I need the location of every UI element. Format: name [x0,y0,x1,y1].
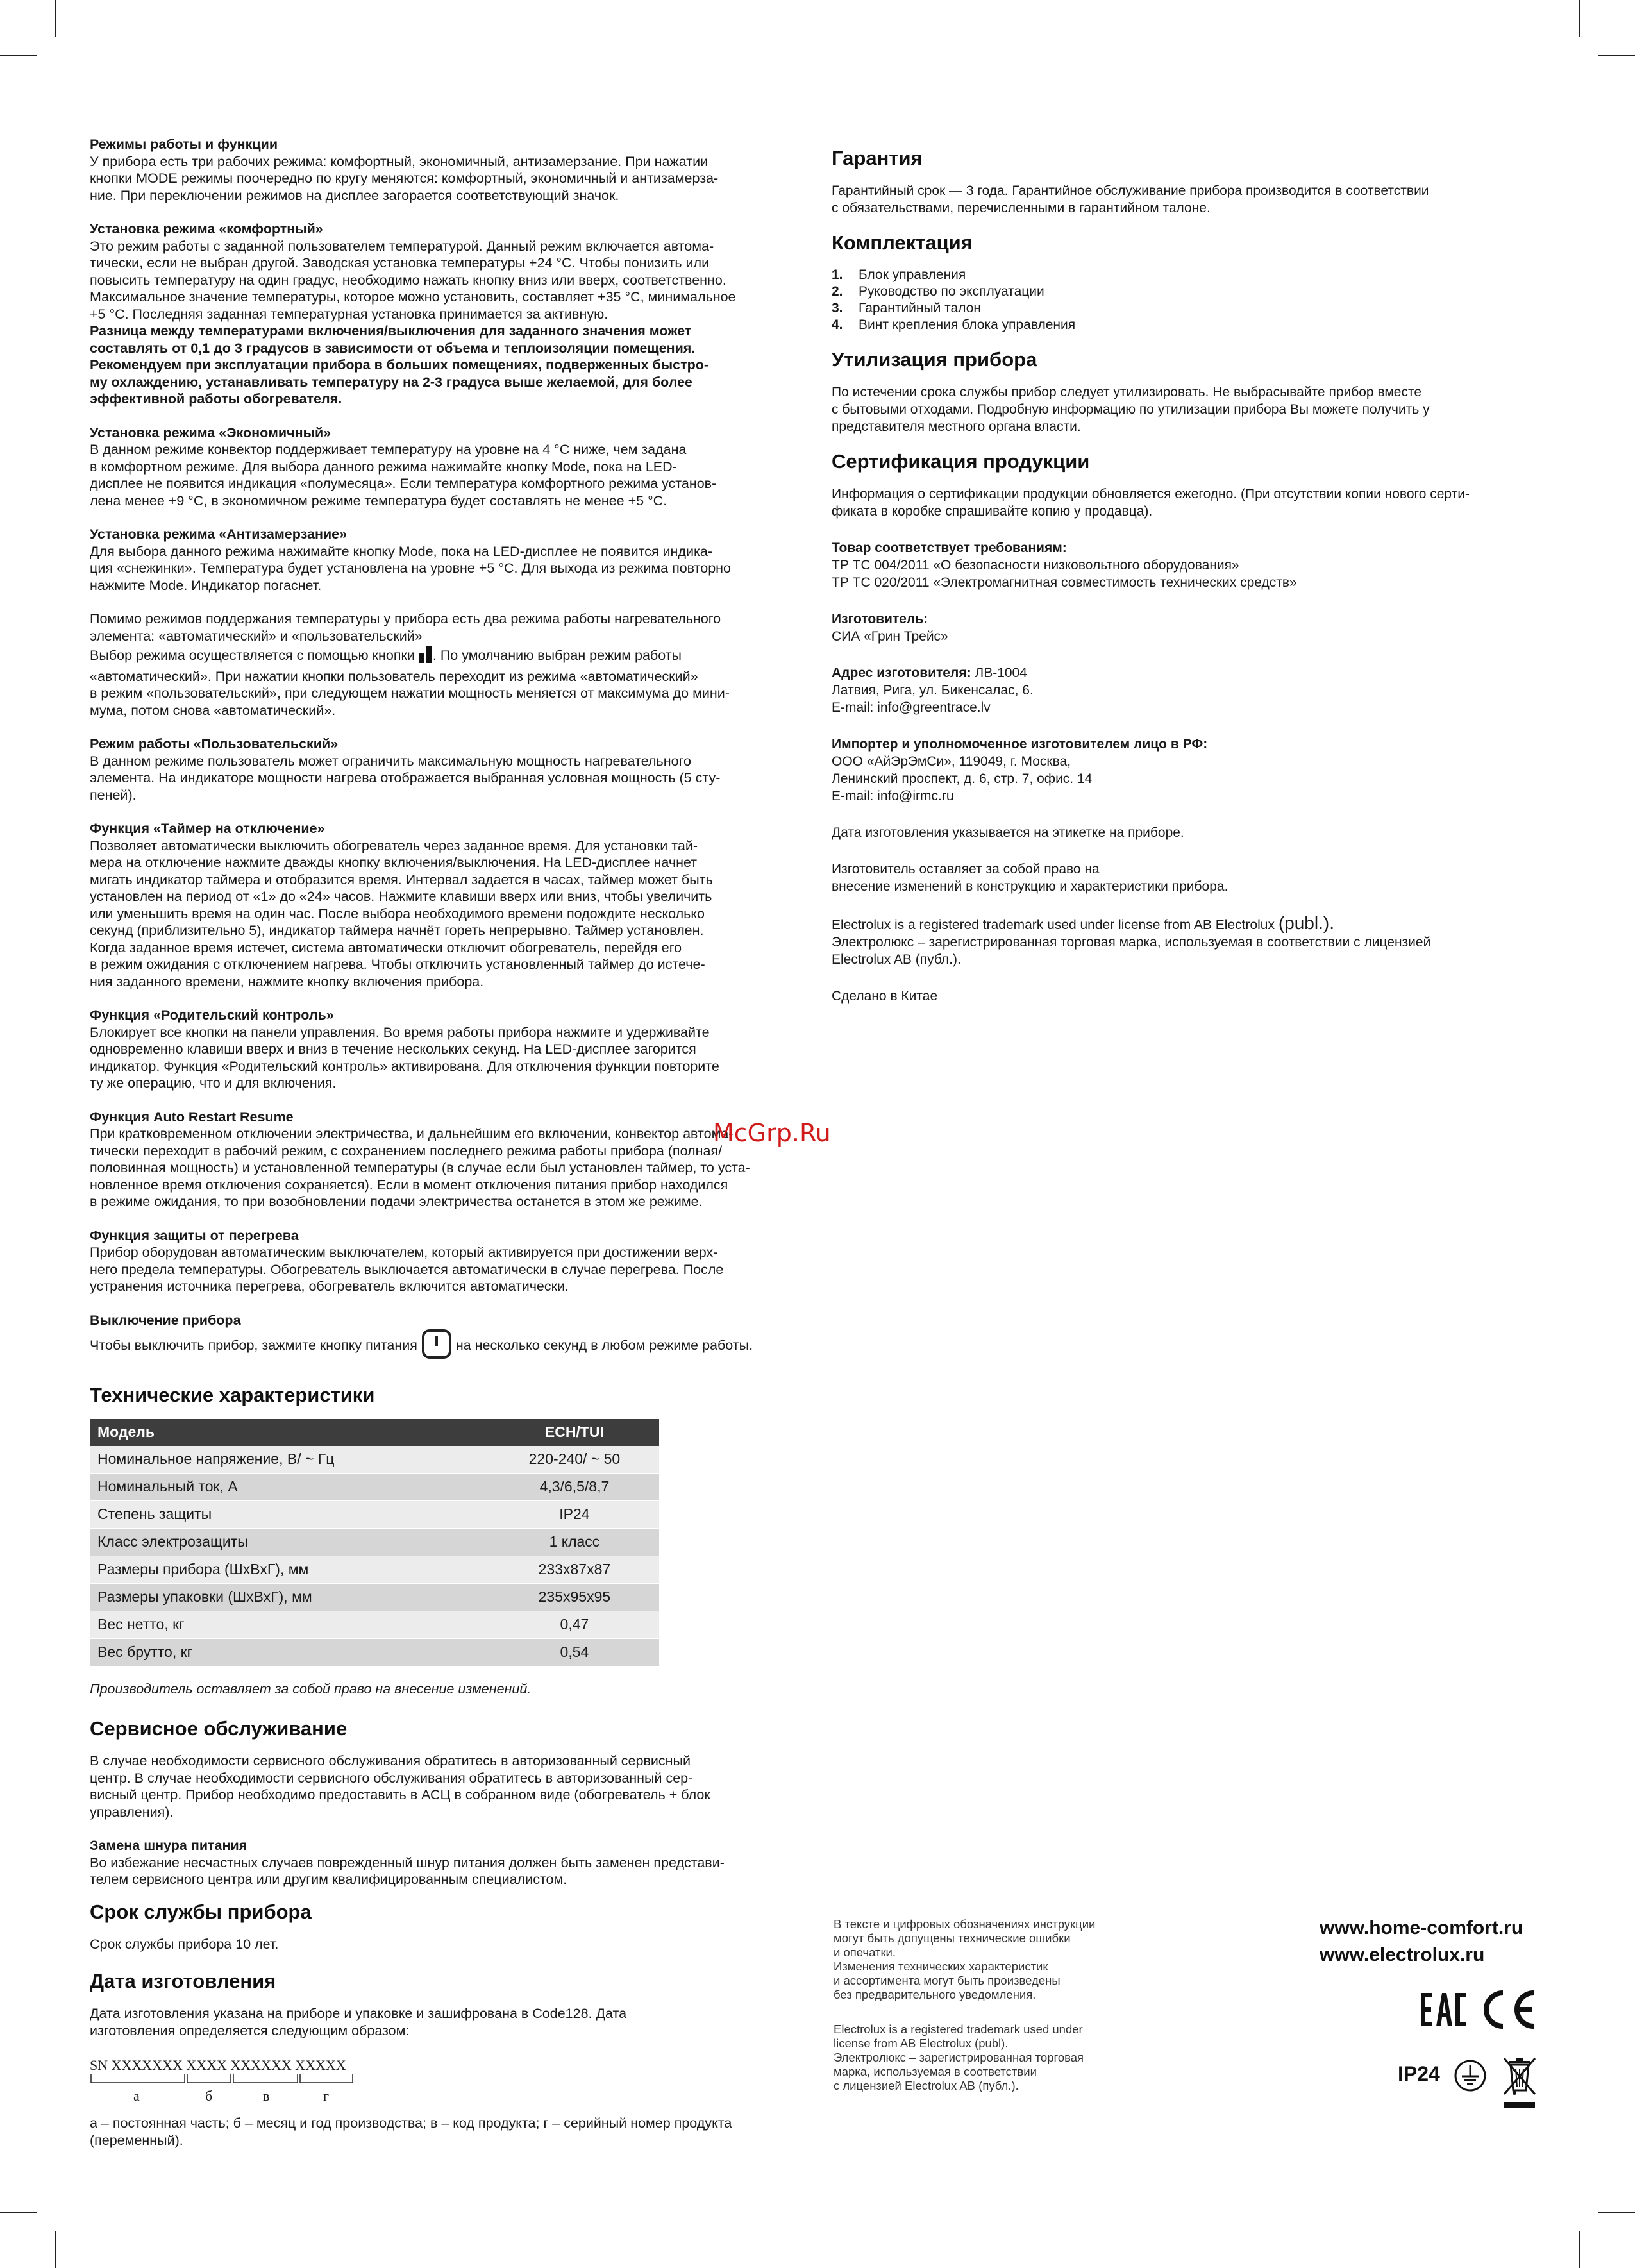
text-line: (переменный). [90,2132,183,2148]
ground-icon [1453,2058,1488,2096]
text-part: . По умолчанию выбран режим работы [432,647,682,663]
section-title: Установка режима «Антизамерзание» [90,526,348,542]
text-line: мигать индикатор таймера и отобразится время. Интервал задается в часах, таймер может быть [90,871,713,887]
text-line: изготовления определяется следующим образом: [90,2022,410,2038]
warranty-title: Гарантия [832,147,923,169]
section-title: Импортер и уполномоченное изготовителем лицо в РФ: [832,737,1208,752]
text-line: половинная мощность) и установленной температуры (в случае если был установлен таймер, то уста- [90,1160,750,1175]
list-item [832,300,1556,317]
list-item [832,283,1556,300]
text-line: представителя местного органа власти. [832,419,1081,434]
spec-table [90,1419,659,1667]
crop-mark [55,2231,56,2268]
text-line: В тексте и цифровых обозначениях инструкции [834,1917,1096,1931]
section-importer [832,735,1556,805]
section-trademark [832,914,1556,968]
text-part: на несколько секунд в любом режиме работы. [455,1337,753,1353]
serial-label: г [323,2088,330,2104]
section-maker-address [832,664,1556,716]
list-number: 3. [832,301,843,315]
text-line: кнопки MODE режимы поочередно по кругу меняются: комфортный, экономичный и антизамерза- [90,171,719,186]
text-line: тически переходит в рабочий режим, с сохранением последнего режима работы прибора (полная/ [90,1143,723,1159]
text-line: индикатор. Функция «Родительский контроль» активирована. Для отключения функции повторите [90,1058,719,1074]
text-line: Дата изготовления указана на приборе и упаковке и зашифрована в Code128. Дата [90,2006,627,2021]
ce-mark-text: CE [1475,1988,1477,1989]
spec-label: Степень защиты [90,1500,490,1528]
spec-note: Производитель оставляет за собой право на внесение изменений. [90,1681,532,1697]
text-line: В данном режиме конвектор поддерживает температуру на уровне на 4 °С ниже, чем задана [90,442,687,457]
text-line: У прибора есть три рабочих режима: комфортный, экономичный, антизамерзание. При нажатии [90,153,709,169]
text-line: Электролюкс – зарегистрированная торговая марка, используемая в соответствии с лицензией [832,935,1431,950]
text-line: Electrolux is a registered trademark used under [834,2022,1083,2036]
date-title: Дата изготовления [90,1970,276,1992]
power-button-icon [421,1329,452,1364]
text-line: Когда заданное время истечет, система автоматически отключит обогреватель, перейдя его [90,939,682,955]
section-title: Товар соответствует требованиям: [832,541,1067,555]
section-service [90,1752,805,1820]
text-line: Электролюкс – зарегистрированная торговая [834,2051,1084,2064]
crop-mark [0,2212,37,2213]
text-part: Чтобы выключить прибор, зажмите кнопку питания [90,1337,417,1353]
text-line: установлен на период от «1» до «24» часов. Нажмите клавиши вверх или вниз, чтобы увеличить [90,889,712,904]
table-row [90,1638,659,1666]
text-line: Блокирует все кнопки на панели управления. Во время работы прибора нажмите и удерживайте [90,1024,710,1040]
crop-mark [1579,2231,1580,2268]
text-line: тически, если не выбран другой. Заводская установка температуры +24 °С. Чтобы понизить или [90,255,710,271]
section-disposal [832,383,1556,435]
section-parental [90,1007,805,1092]
spec-value: 0,47 [490,1611,659,1638]
section-title: Установка режима «Экономичный» [90,424,331,441]
power-level-icon [419,644,433,668]
section-title: Режим работы «Пользовательский» [90,736,339,752]
text-line: или уменьшить время на один час. После выбора необходимого времени подождите несколько [90,905,705,921]
text-line: В данном режиме пользователь может ограничить максимальную мощность нагревательного [90,753,691,769]
text-line: Латвия, Рига, ул. Бикенсалас, 6. [832,683,1034,698]
text-line: а – постоянная часть; б – месяц и год производства; в – код продукта; г – серийный номер продукта [90,2115,732,2131]
text-line: +5 °С. Последняя заданная температурная установка принимается за активную. [90,306,608,322]
serial-label: в [263,2088,270,2104]
address-postcode: ЛВ-1004 [971,666,1027,680]
made-in: Сделано в Китае [832,989,938,1004]
list-number: 2. [832,284,843,299]
spec-title: Технические характеристики [90,1383,375,1406]
crop-mark [55,0,56,37]
table-row [90,1446,659,1474]
section-requirements [832,539,1556,591]
service-title: Сервисное обслуживание [90,1717,348,1740]
text-line: висный центр. Прибор необходимо предоставить в АСЦ в собранном виде (обогреватель + блок [90,1787,710,1802]
text-line: повысить температуру на один градус, необходимо нажать кнопку вниз или вверх, соответственно. [90,272,726,288]
spec-value: 1 класс [490,1528,659,1556]
text-line: внесение изменений в конструкцию и характеристики прибора. [832,879,1228,894]
text-line-with-icon [90,644,805,668]
text-line: элемента: «автоматический» и «пользовательский» [90,628,423,644]
spec-label: Вес нетто, кг [90,1611,490,1638]
spec-label: Класс электрозащиты [90,1528,490,1556]
table-row [90,1500,659,1528]
fineprint [834,1917,1193,2093]
spec-label: Размеры прибора (ШхВхГ), мм [90,1556,490,1583]
list-text: Винт крепления блока управления [859,317,1076,332]
eac-mark [1418,1990,1468,2032]
list-text: Блок управления [859,267,966,282]
text-line: СИА «Грин Трейс» [832,629,948,644]
text-line: ния заданного времени, нажмите кнопку включения прибора. [90,973,484,989]
text-line: Изготовитель оставляет за собой право на [832,862,1100,877]
section-title: Замена шнура питания [90,1838,247,1853]
text-line: дисплее не появится индикация «полумесяца». Если температура комфортного режима установ- [90,476,717,491]
text-line: с лицензией Electrolux AB (публ.). [834,2079,1019,2092]
text-line: «автоматический». При нажатии кнопки пользователь переходит из режима «автоматический» [90,668,698,684]
serial-number-diagram [90,2057,805,2104]
text-line: элемента. На индикаторе мощности нагрева отображается выбранная условная мощность (5 сту- [90,770,721,785]
section-cert [832,485,1556,520]
section-timer [90,820,805,990]
text-line: Дата изготовления указывается на этикетке на приборе. [832,825,1184,840]
text-line: Помимо режимов поддержания температуры у прибора есть два режима работы нагревательного [90,611,721,626]
text-line: Позволяет автоматически выключить обогреватель через заданное время. Для установки тай- [90,837,698,853]
spec-label: Номинальное напряжение, В/ ~ Гц [90,1446,490,1474]
text-line: и опечатки. [834,1945,896,1959]
section-overheat [90,1227,805,1295]
spec-value: IP24 [490,1500,659,1528]
text-line: Максимальное значение температуры, которое можно установить, составляет +35 °С, минимальное [90,289,736,305]
text-line: Прибор оборудован автоматическим выключателем, который активируется при достижении верх- [90,1245,718,1260]
text-line: секунд (приблизительно 5), индикатор таймера начнёт гореть непрерывно. Таймер установлен. [90,923,704,938]
ce-mark [1475,1988,1538,2035]
table-row [90,1583,659,1611]
spec-label: Номинальный ток, А [90,1473,490,1500]
kit-list [832,267,1556,333]
text-line: E-mail: info@irmc.ru [832,789,954,803]
text-line: ция «снежинки». Температура будет установлена на уровне +5 °С. Для выхода из режима повторно [90,560,731,576]
section-title: Выключение прибора [90,1312,241,1328]
spec-label: Вес брутто, кг [90,1638,490,1666]
text-line: него предела температуры. Обогреватель выключается автоматически в случае перегрева. После [90,1261,724,1277]
text-line [832,914,1556,934]
section-warranty [832,182,1556,217]
section-eco [90,424,805,510]
section-maker [832,610,1556,645]
text-line: ту же операцию, что и для включения. [90,1075,337,1091]
crop-mark [1598,55,1635,56]
crop-mark [0,55,37,56]
text-line: управления). [90,1804,174,1820]
text-line: Информация о сертификации продукции обновляется ежегодно. (При отсутствии копии нового серти- [832,487,1470,501]
text-line: ние. При переключении режимов на дисплее загорается соответствующий значок. [90,187,619,203]
text-line: Ленинский проспект, д. 6, стр. 7, офис. 14 [832,771,1093,786]
bold-line: му охлаждению, устанавливать температуру на 2-3 градуса выше желаемой, для более [90,374,693,390]
text-line: с бытовыми отходами. Подробную информацию по утилизации прибора Вы можете получить у [832,402,1430,417]
text-line: Для выбора данного режима нажимайте кнопку Mode, пока на LED-дисплее не появится индика- [90,543,712,559]
text-line: и ассортимента могут быть произведены [834,1974,1061,1987]
text-line: По истечении срока службы прибор следует утилизировать. Не выбрасывайте прибор вместе [832,385,1422,399]
text-line: с обязательствами, перечисленными в гарантийном талоне. [832,201,1211,215]
text-line: в режим «пользовательский», при следующем нажатии мощность меняется от максимума до мини- [90,685,730,701]
left-column [90,136,805,2149]
section-user-mode [90,735,805,803]
section-title: Функция «Таймер на отключение» [90,821,325,836]
text-line: E-mail: info@greentrace.lv [832,700,991,715]
serial-label: б [205,2088,213,2104]
spec-value: 235х95х95 [490,1583,659,1611]
list-number: 4. [832,317,843,332]
list-text: Руководство по эксплуатации [859,284,1044,299]
text-line: пеней). [90,787,137,803]
text-line: лена менее +9 °С, в экономичном режиме температура будет составлять не менее +5 °С. [90,492,667,508]
text-line [832,664,1556,682]
serial-brackets [90,2074,359,2088]
list-number: 1. [832,267,843,282]
kit-title: Комплектация [832,231,973,254]
crop-mark [1598,2212,1635,2213]
table-row [90,1611,659,1638]
text-line: одновременно клавиши вверх и вниз в течение нескольких секунд. На LED-дисплее загорится [90,1041,696,1057]
section-title: Функция «Родительский контроль» [90,1007,334,1023]
ip24-label: IP24 [1398,2062,1440,2085]
serial-code: SN XXXXXXX XXXX XXXXXX XXXXX [90,2057,346,2073]
section-cord [90,1837,805,1888]
text-line: устранения источника перегрева, обогреватель включится автоматически. [90,1279,569,1294]
section-title: Установка режима «комфортный» [90,221,323,237]
section-title: Функция защиты от перегрева [90,1227,299,1243]
spec-header-cell: ECH/TUI [490,1419,659,1446]
list-text: Гарантийный талон [859,301,981,315]
text-line: Изменения технических характеристик [834,1960,1048,1973]
text-line: без предварительного уведомления. [834,1988,1036,2001]
section-auto-restart [90,1109,805,1211]
website-link[interactable]: www.electrolux.ru [1320,1944,1485,1965]
weee-bin-icon [1500,2054,1539,2113]
section-comfort [90,221,805,408]
text-line: в режим ожидания с отключением нагрева. Чтобы отключить установленный таймер до истече- [90,957,705,972]
text-line: В случае необходимости сервисного обслуживания обратитесь в авторизованный сервисный [90,1753,691,1768]
section-heating-modes [90,610,805,719]
address-label: Адрес изготовителя: [832,666,971,680]
table-row [90,1556,659,1583]
bold-line: составлять от 0,1 до 3 градусов в зависимости от объема и теплоизоляции помещения. [90,340,696,356]
bold-line: Рекомендуем при эксплуатации прибора в больших помещениях, подверженных быстро- [90,357,709,373]
spec-value: 220-240/ ~ 50 [490,1446,659,1474]
text-line: license from AB Electrolux (publ). [834,2037,1009,2050]
text-line: телем сервисного центра или другим квалифицированным специалистом. [90,1872,567,1887]
bold-line: Разница между температурами включения/выключения для заданного значения может [90,323,692,339]
website-link[interactable]: www.home-comfort.ru [1320,1917,1523,1938]
text-line: фиката в коробке спрашивайте копию у продавца). [832,504,1153,519]
cert-title: Сертификация продукции [832,450,1090,473]
watermark: McGrp.Ru [713,1119,831,1147]
section-modes [90,136,805,204]
text-line: в комфортном режиме. Для выбора данного режима нажимайте кнопку Mode, пока на LED- [90,458,677,475]
text-line: марка, используемая в соответствии [834,2065,1037,2078]
spec-header-cell: Модель [90,1419,490,1446]
section-title: Режимы работы и функции [90,137,278,152]
disposal-title: Утилизация прибора [832,348,1037,371]
section-rights [832,861,1556,895]
text-line: новленное время отключения сохраняется). Если в момент отключения питания прибор находился [90,1177,728,1193]
bold-line: эффективной работы обогревателя. [90,391,342,407]
serial-label: а [133,2088,140,2104]
text-part: (publ.). [1278,913,1334,933]
text-part: Выбор режима осуществляется с помощью кнопки [90,647,415,663]
text-line: в режиме ожидания, то при возобновлении подачи электричества останется в этом же режиме. [90,1194,703,1209]
text-line: центр. В случае необходимости сервисного обслуживания обратитесь в авторизованный сер- [90,1770,693,1786]
text-line: Гарантийный срок — 3 года. Гарантийное обслуживание прибора производится в соответствии [832,183,1429,198]
text-line: мума, потом снова «автоматический». [90,702,336,718]
websites [1320,1915,1523,1969]
text-part: Electrolux is a registered trademark used under license from AB Electrolux [832,918,1275,932]
text-line: могут быть допущены технические ошибки [834,1931,1071,1945]
spec-label: Размеры упаковки (ШхВхГ), мм [90,1583,490,1611]
text-line: При кратковременном отключении электричества, и дальнейшим его включении, конвектор автома- [90,1126,734,1141]
text-line: мера на отключение нажмите дважды кнопку включения/выключения. На LED-дисплее начнет [90,855,698,870]
right-column [832,146,1556,1005]
life-title: Срок службы прибора [90,1900,312,1923]
table-row [90,1473,659,1500]
text-line-with-icon [90,1329,805,1364]
list-item [832,317,1556,333]
section-antifreeze [90,526,805,594]
eac-mark-text: EAC [1418,1990,1421,1992]
spec-header-row [90,1419,659,1446]
section-power-off [90,1312,805,1364]
section-title: Изготовитель: [832,612,928,626]
text-line: Electrolux AB (публ.). [832,952,961,967]
text-line: ТР ТС 020/2011 «Электромагнитная совместимость технических средств» [832,575,1297,590]
list-item [832,267,1556,283]
text-line: ООО «АйЭрЭмСи», 119049, г. Москва, [832,754,1071,769]
spec-value: 4,3/6,5/8,7 [490,1473,659,1500]
text-line: Во избежание несчастных случаев поврежденный шнур питания должен быть заменен представи- [90,1854,725,1870]
life-text: Срок службы прибора 10 лет. [90,1936,279,1952]
text-line: ТР ТС 004/2011 «О безопасности низковольтного оборудования» [832,558,1239,573]
spec-value: 0,54 [490,1638,659,1666]
text-line: Это режим работы с заданной пользователем температурой. Данный режим включается автома- [90,238,714,254]
table-row [90,1528,659,1556]
crop-mark [1579,0,1580,37]
text-line: нажмите Mode. Индикатор погаснет. [90,577,322,593]
section-title: Функция Auto Restart Resume [90,1109,294,1125]
spec-value: 233х87х87 [490,1556,659,1583]
